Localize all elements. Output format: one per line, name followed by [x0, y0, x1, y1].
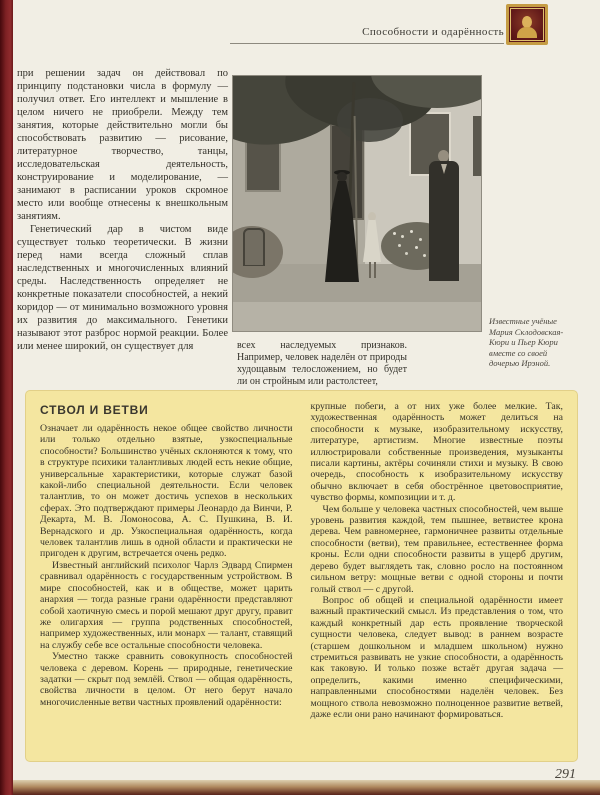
photo-figure-child	[362, 212, 382, 280]
figure-head	[368, 212, 376, 221]
chapter-emblem-icon	[506, 4, 548, 45]
figure-coat	[429, 161, 459, 281]
feature-box-column-2	[311, 401, 564, 751]
emblem-background	[510, 8, 544, 41]
paragraph: Означает ли одарённость некое общее свойство личности или только отдельно взятые, узкоспециальные способности? Большинство учёных склоняются к тому, что в структуре психики талантливых людей есть некие общие, универсальные характеристики, которые служат базой какой-либо специальной деятельности. Если человек талантлив, то он может достичь успехов в нескольких сферах. Это подтверждают примеры Леонардо да Винчи, Р. Декарта, М. В. Ломоносова, А. С. Пушкина, В. И. Вернадского и др. Узкоспециальная одарённость, когда человек талантлив лишь в одной области и практически не пригоден к другим, встречается очень редко.	[40, 423, 293, 560]
figure-head	[337, 172, 347, 182]
page-number: 291	[555, 767, 576, 782]
paragraph: Известный английский психолог Чарлз Эдвард Спирмен сравнивал одарённость с государственным устройством. В мире способностей, как и в обществе, может царить анархия — тогда разные грани одарённости представляют собой хаотичную смесь и порой мешают друг другу, правит же олигархия — группа родственных способностей, например художественных, или монарх — талант, ставящий на службу себе все остальные способности человека.	[40, 559, 293, 651]
figure-legs	[369, 262, 371, 278]
photo-figure-pierre-curie	[427, 150, 461, 281]
body-column-1	[17, 67, 228, 353]
feature-box-trunk-and-branches	[25, 390, 578, 762]
page-bottom-edge	[0, 780, 600, 795]
paragraph: Вопрос об общей и специальной одарённости имеет важный практический смысл. Из представления о том, что каждый конкретный дар есть проявление творческой сущности человека, следует вывод: в раннем возрасте (старшем дошкольном и младшем школьном) нужно стремиться развивать не узкие способности, а одарённость как таковую. И только позже встаёт другая задача — определить, какими именно специфическими, направленными способностями наделён человек. Без мощного ствола невозможно полноценное развитие ветвей, даже если они рано начинают формироваться.	[310, 594, 563, 720]
photo-figure-marie-curie	[325, 170, 359, 282]
paragraph: крупные побеги, а от них уже более мелкие. Так, художественная одарённость может делиться на способности к музыке, изобразительному искусству, литературе, артистизм. Многие известные поэты иллюстрировали собственные произведения, музыканты писали картины, актёры сочиняли стихи и музыку. В свою очередь, способность к изобразительному искусству обычно включает в себя обострённое цветовосприятие, чувство формы, композиции и т. д.	[310, 401, 563, 504]
feature-box-title: СТВОЛ И ВЕТВИ	[40, 403, 149, 417]
running-head: Способности и одарённость	[362, 26, 504, 38]
paragraph: Генетический дар в чистом виде существует только теоретически. В жизни перед нами всегда сложный сплав наследственных и многочисленных влияний среды. Наследственность определяет не конкретные показатели способностей, а некий коридор — от минимально возможного уровня их развития до максимального. Генетики называют этот разброс нормой реакции. Более или менее широкий, он существует для	[17, 224, 228, 352]
photo-curie-family	[232, 75, 482, 332]
figure-dress	[363, 220, 381, 262]
emblem-portrait-bust	[517, 27, 537, 38]
photo-path	[233, 302, 481, 332]
photo-flowers	[393, 232, 396, 235]
photo-garden-chair	[243, 228, 265, 266]
photo-foliage	[337, 98, 403, 142]
figure-dress	[325, 181, 359, 282]
paragraph: всех наследуемых признаков. Например, человек наделён от природы худощавым телосложением, но будет ли он стройным или растолстеет,	[237, 340, 407, 387]
paragraph: Уместно также сравнить совокупность способностей человека с деревом. Корень — природные, генетические задатки — скрыт под землёй. Ствол — общая одарённость, свойства личности в целом. От него берут начало многочисленные ветви частных проявлений одарённости:	[40, 651, 293, 708]
feature-box-column-1	[40, 401, 293, 751]
photo-window	[473, 116, 482, 176]
header-rule	[230, 43, 504, 44]
body-column-2	[237, 340, 407, 388]
book-spine	[0, 0, 13, 795]
paragraph: при решении задач он действовал по принципу подстановки числа в формулу — получил ответ. Его интеллект и мышление в целом ничего не приобрели. Между тем занятия, которые действительно могли бы способствовать развитию — рисование, литературное творчество, танцы, исследовательская деятельность, конструирование и моделирование, — занимают в расписании уроков скромное место или вообще отнесены к внешкольным занятиям.	[17, 68, 228, 222]
paragraph: Чем больше у человека частных способностей, чем выше уровень развития каждой, тем пышнее, ветвистее крона дерева. Чем равномернее, гармоничнее развиты отдельные способности (ветви), тем правильнее, естественнее форма кроны. Если одни способности развиты в ущерб другим, дерево будет выглядеть так, словно росло на постоянном сильном ветру: мощные ветви с одной стороны и почти голый ствол — с другой.	[310, 503, 563, 595]
photo-caption: Известные учёные Мария Склодовская-Кюри и Пьер Кюри вместе со своей дочерью Ирэной.	[489, 316, 564, 369]
